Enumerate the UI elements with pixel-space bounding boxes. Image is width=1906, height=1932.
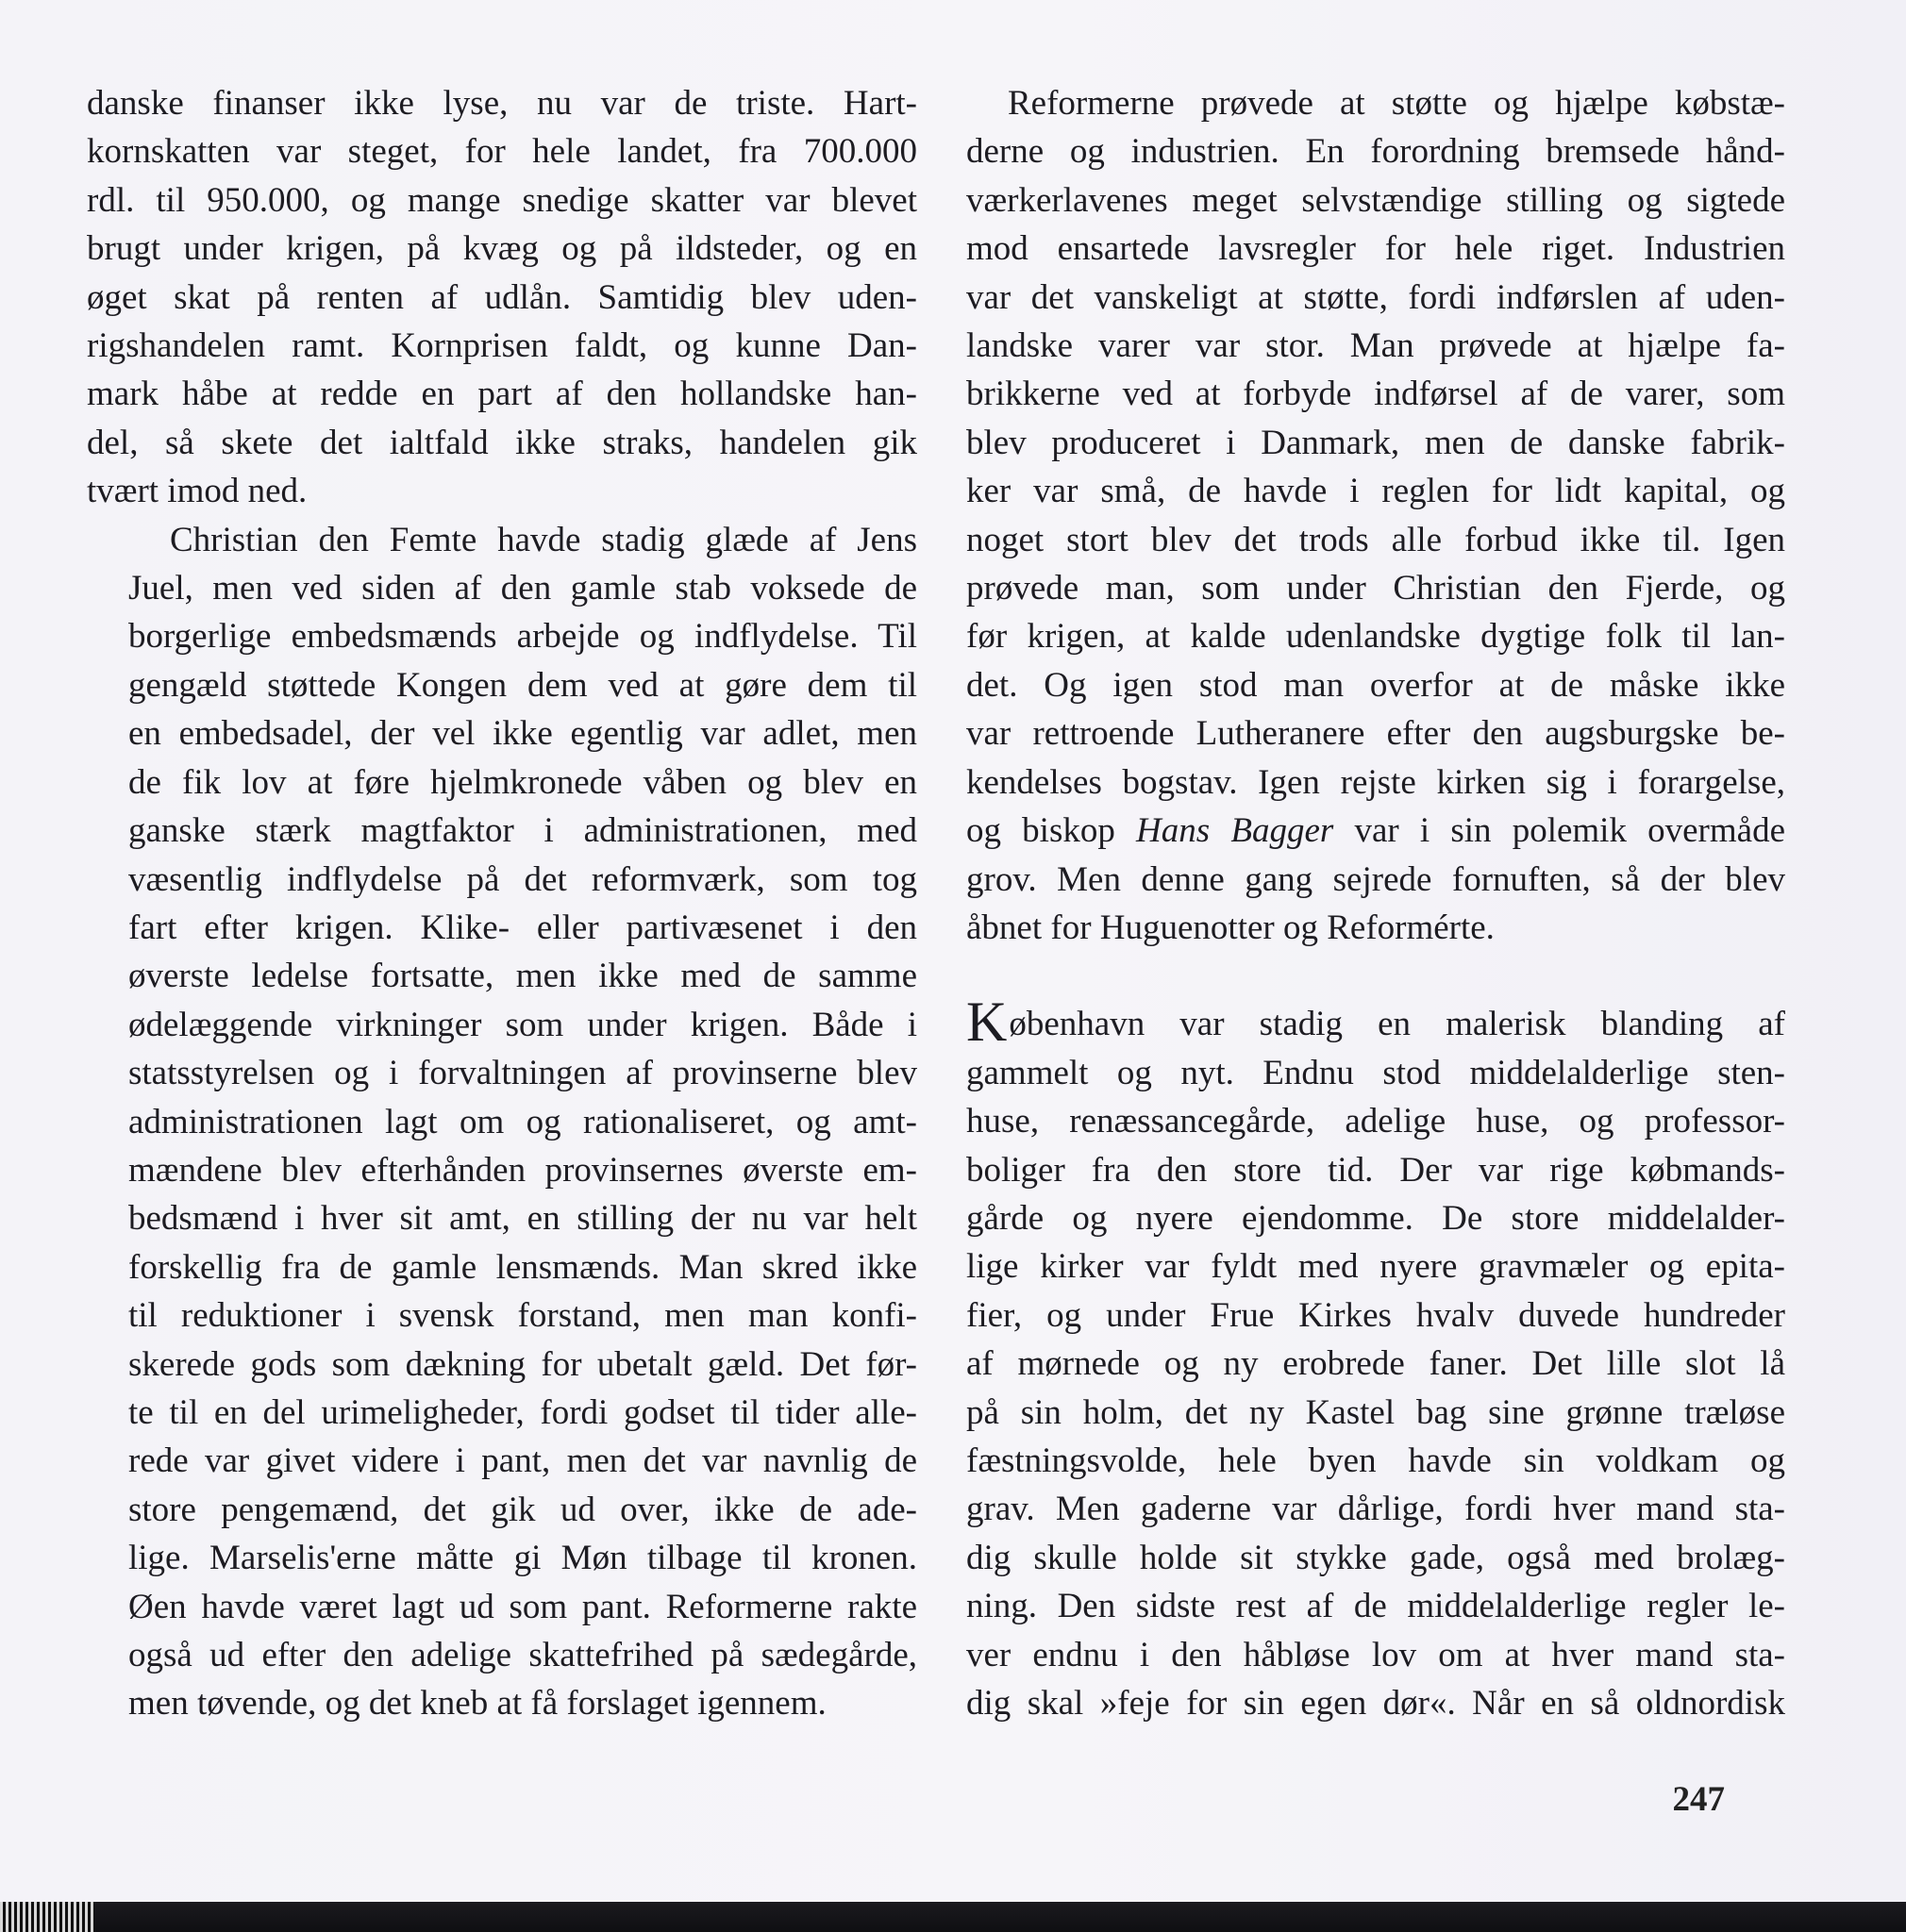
text-line: værkerlavenes meget selvstændige stilling og sigtede xyxy=(966,180,1785,220)
text-line: dig skulle holde sit stykke gade, også med brolæg- xyxy=(966,1538,1785,1577)
text-line: bedsmænd i hver sit amt, en stilling der nu var helt xyxy=(128,1199,917,1239)
paragraph xyxy=(87,79,917,516)
text-line: skerede gods som dækning for ubetalt gæld. Det før- xyxy=(128,1344,917,1384)
text-line: var det vanskeligt at støtte, fordi indførslen af uden- xyxy=(966,277,1785,317)
text-line: rede var givet videre i pant, men det var navnlig de xyxy=(128,1441,917,1481)
text-line: te til en del urimeligheder, fordi godset til tider alle- xyxy=(128,1392,917,1432)
paragraph xyxy=(966,991,1785,1727)
text-line: statsstyrelsen og i forvaltningen af provinserne blev xyxy=(128,1054,917,1093)
text-line: fier, og under Frue Kirkes hvalv duvede hundreder xyxy=(966,1295,1785,1335)
text-line: rigshandelen ramt. Kornprisen faldt, og kunne Dan- xyxy=(87,326,917,366)
text-line: ødelæggende virkninger som under krigen. Både i xyxy=(128,1005,917,1044)
text-line: forskellig fra de gamle lensmænds. Man skred ikke xyxy=(128,1247,917,1287)
text-line: øget skat på renten af udlån. Samtidig blev uden- xyxy=(87,277,917,317)
paragraph xyxy=(966,79,1785,952)
text-line: Øen havde været lagt ud som pant. Reformerne rakte xyxy=(128,1587,917,1626)
text-line: ver endnu i den håbløse lov om at hver mand sta- xyxy=(966,1635,1785,1674)
text-line: kendelses bogstav. Igen rejste kirken sig i forargelse, xyxy=(966,762,1785,802)
text-line: danske finanser ikke lyse, nu var de triste. Hart- xyxy=(87,84,917,123)
section-break xyxy=(966,952,1785,1000)
text-line: af mørnede og ny erobrede faner. Det lille slot lå xyxy=(966,1344,1785,1384)
text-line: til reduktioner i svensk forstand, men man konfi- xyxy=(128,1296,917,1336)
drop-cap: K xyxy=(966,991,1008,1054)
text-line: åbnet for Huguenotter og Reformérte. xyxy=(966,908,1495,947)
page-number: 247 xyxy=(1672,1780,1725,1819)
text-line: Juel, men ved siden af den gamle stab voksede de xyxy=(128,569,917,608)
text-line: dig skal »feje for sin egen dør«. Når en så oldnordisk xyxy=(966,1684,1785,1723)
text-line: noget stort blev det trods alle forbud ikke til. Igen xyxy=(966,520,1785,559)
italic-name: Hans Bagger xyxy=(1136,811,1334,851)
scan-ruler-strip xyxy=(0,1902,94,1932)
right-column xyxy=(966,79,1785,1727)
text-line: huse, renæssancegårde, adelige huse, og professor- xyxy=(966,1102,1785,1141)
text-line: blev produceret i Danmark, men de danske fabrik- xyxy=(966,423,1785,462)
text-fragment: var i sin polemik overmåde xyxy=(1333,811,1786,851)
text-line: derne og industrien. En forordning bremsede hånd- xyxy=(966,132,1785,172)
text-line: tvært imod ned. xyxy=(87,472,308,511)
text-line: ganske stærk magtfaktor i administrationen, med xyxy=(128,811,917,851)
text-line: del, så skete det ialtfald ikke straks, handelen gik xyxy=(87,423,917,462)
text-line: ker var små, de havde i reglen for lidt kapital, og xyxy=(966,472,1785,511)
text-line: prøvede man, som under Christian den Fjerde, og xyxy=(966,569,1785,608)
text-line: fart efter krigen. Klike- eller partivæsenet i den xyxy=(128,908,917,947)
text-line: en embedsadel, der vel ikke egentlig var adlet, men xyxy=(128,714,917,754)
text-line: men tøvende, og det kneb at få forslaget igennem. xyxy=(128,1684,827,1724)
text-line: før krigen, at kalde udenlandske dygtige folk til lan- xyxy=(966,617,1785,657)
left-column xyxy=(87,79,917,1728)
text-line: på sin holm, det ny Kastel bag sine grønne træløse xyxy=(966,1392,1785,1432)
text-line: brugt under krigen, på kvæg og på ildsteder, og en xyxy=(87,229,917,269)
text-line: væsentlig indflydelse på det reformværk, som tog xyxy=(128,859,917,899)
text-line: administrationen lagt om og rationaliseret, og amt- xyxy=(128,1102,917,1141)
text-line: også ud efter den adelige skattefrihed på sædegårde, xyxy=(128,1636,917,1674)
text-line: mændene blev efterhånden provinsernes øverste em- xyxy=(128,1150,917,1190)
text-line: store pengemænd, det gik ud over, ikke de ade- xyxy=(128,1490,917,1529)
text-line: gårde og nyere ejendomme. De store middelalder- xyxy=(966,1198,1785,1238)
text-line: grav. Men gaderne var dårlige, fordi hver mand sta- xyxy=(966,1490,1785,1529)
text-line: de fik lov at føre hjelmkronede våben og blev en xyxy=(128,762,917,802)
text-fragment: og biskop xyxy=(966,811,1137,851)
text-line: grov. Men denne gang sejrede fornuften, så der blev xyxy=(966,859,1785,899)
text-line: det. Og igen stod man overfor at de måske ikke xyxy=(966,665,1785,705)
text-line: Reformerne prøvede at støtte og hjælpe købstæ- xyxy=(1008,84,1785,123)
text-line: fæstningsvolde, hele byen havde sin voldkam og xyxy=(966,1441,1785,1480)
text-line: ning. Den sidste rest af de middelalderlige regler le- xyxy=(966,1587,1785,1626)
text-line: borgerlige embedsmænds arbejde og indflydelse. Til xyxy=(128,617,917,657)
text-line: var rettroende Lutheranere efter den augsburgske be- xyxy=(966,714,1785,754)
text-line: boliger fra den store tid. Der var rige købmands- xyxy=(966,1150,1785,1190)
text-line xyxy=(966,807,1785,855)
text-line: Christian den Femte havde stadig glæde af Jens xyxy=(170,520,917,559)
text-line: lige. Marselis'erne måtte gi Møn tilbage til kronen. xyxy=(128,1539,917,1578)
text-line: lige kirker var fyldt med nyere gravmæler og epita- xyxy=(966,1247,1785,1287)
paragraph xyxy=(87,516,917,1728)
text-line: landske varer var stor. Man prøvede at hjælpe fa- xyxy=(966,326,1785,366)
text-line: brikkerne ved at forbyde indførsel af de varer, som xyxy=(966,375,1785,414)
text-line: mod ensartede lavsregler for hele riget. Industrien xyxy=(966,229,1785,269)
text-line: rdl. til 950.000, og mange snedige skatter var blevet xyxy=(87,180,917,220)
scan-edge-band xyxy=(0,1902,1906,1932)
text-line: gammelt og nyt. Endnu stod middelalderlige sten- xyxy=(966,1053,1785,1092)
text-fragment: øbenhavn var stadig en malerisk blanding af xyxy=(1009,1005,1785,1044)
text-line: kornskatten var steget, for hele landet, fra 700.000 xyxy=(87,132,917,172)
text-line: gengæld støttede Kongen dem ved at gøre dem til xyxy=(128,665,917,705)
text-line: øverste ledelse fortsatte, men ikke med de samme xyxy=(128,957,917,996)
text-line xyxy=(966,991,1785,1054)
text-line: mark håbe at redde en part af den hollandske han- xyxy=(87,375,917,414)
